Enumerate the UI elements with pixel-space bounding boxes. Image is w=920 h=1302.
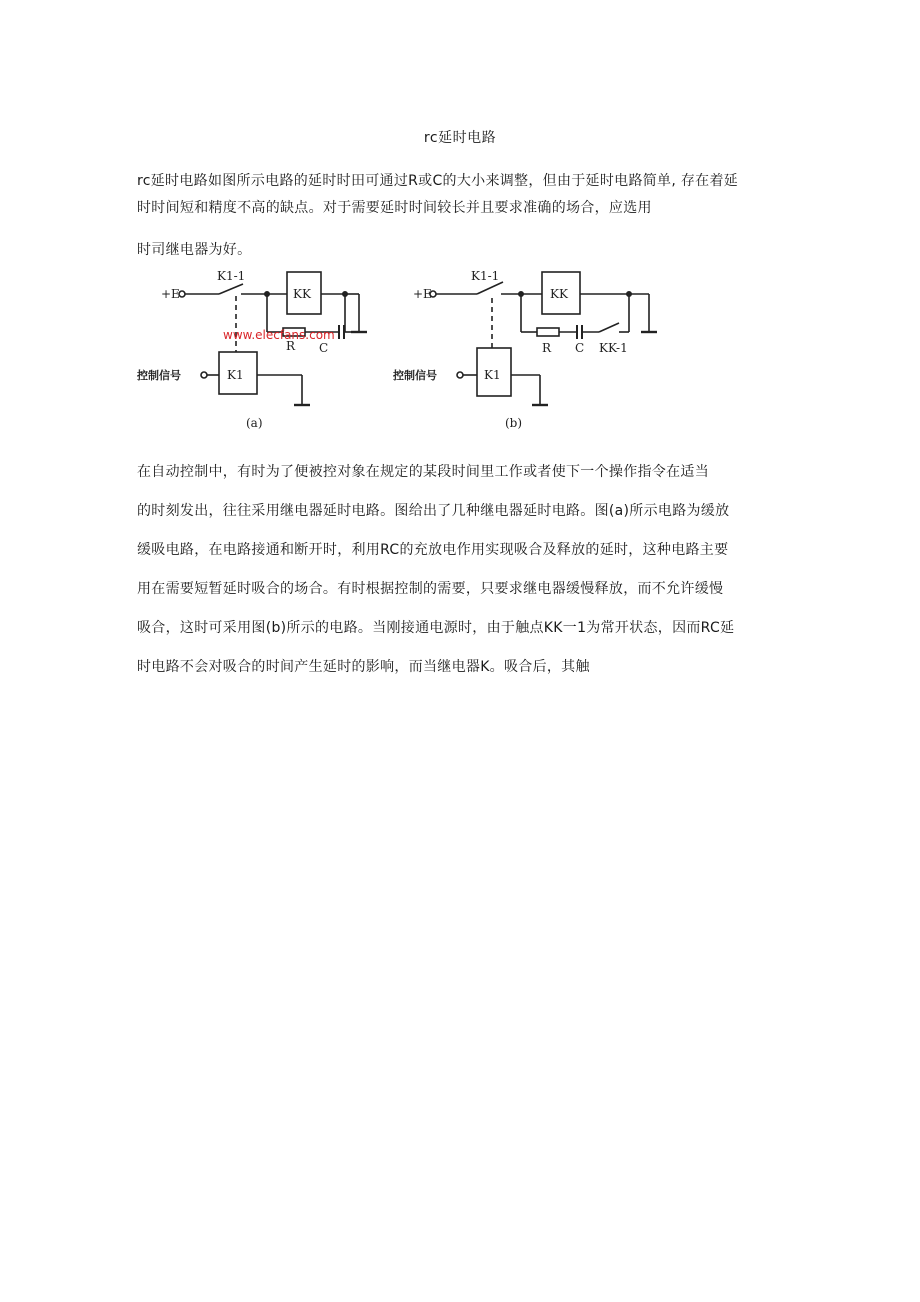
b-resistor-label: R: [542, 341, 552, 355]
a-supply-label: +E: [161, 287, 180, 301]
a-supply-terminal: [179, 291, 185, 297]
body-line-1: 在自动控制中，有时为了便被控对象在规定的某段时间里工作或者使下一个操作指令在适当: [137, 464, 709, 480]
a-caption: (a): [246, 416, 263, 430]
intro-line-2: 时时间短和精度不高的缺点。对于需要延时时间较长并且要求准确的场合，应选用: [137, 200, 652, 216]
body-line-3: 缓吸电路，在电路接通和断开时，利用RC的充放电作用实现吸合及释放的延时，这种电路主要: [137, 542, 729, 558]
a-resistor-label: R: [286, 339, 296, 353]
watermark: www.elecfans.com: [223, 328, 335, 342]
b-input-label: 控制信号: [393, 369, 437, 382]
intro-paragraph: [137, 168, 787, 222]
b-resistor: [537, 328, 559, 336]
body-line-2: 的时刻发出，往往采用继电器延时电路。图给出了几种继电器延时电路。图(a)所示电路为缓放: [137, 503, 730, 519]
page-title: rc延时电路: [423, 130, 497, 146]
b-capacitor-label: C: [575, 341, 585, 355]
b-contact-label: KK-1: [599, 341, 628, 355]
a-switch-blade: [219, 284, 243, 294]
b-supply-label: +E: [413, 287, 432, 301]
b-caption: (b): [505, 416, 523, 430]
b-relay-k1-label: K1: [484, 368, 501, 382]
a-relay-k1-label: K1: [227, 368, 244, 382]
b-relay-kk-label: KK: [550, 287, 568, 301]
a-relay-kk-label: KK: [293, 287, 311, 301]
body-line-5: 吸合，这时可采用图(b)所示的电路。当刚接通电源时，由于触点KK一1为常开状态，因而RC延: [137, 620, 735, 636]
b-contact-kk1: [599, 323, 619, 332]
intro-tail-line: 时司继电器为好。: [137, 242, 252, 258]
a-input-label: 控制信号: [137, 369, 181, 382]
b-switch-label: K1-1: [471, 269, 500, 283]
circuit-diagram: [137, 262, 677, 440]
body-paragraph: [137, 453, 787, 687]
intro-line-1: rc延时电路如图所示电路的延时时田可通过R或C的大小来调整，但由于延时电路简单, 存在着延: [137, 173, 739, 189]
circuit-figure: [137, 262, 677, 440]
body-line-6: 时电路不会对吸合的时间产生延时的影响，而当继电器K。吸合后，其触: [137, 659, 590, 675]
intro-tail: [137, 237, 787, 264]
a-switch-label: K1-1: [217, 269, 246, 283]
b-switch-blade: [477, 282, 503, 294]
a-capacitor-label: C: [319, 341, 329, 355]
body-line-4: 用在需要短暂延时吸合的场合。有时根据控制的需要，只要求继电器缓慢释放，而不允许缓慢: [137, 581, 724, 597]
